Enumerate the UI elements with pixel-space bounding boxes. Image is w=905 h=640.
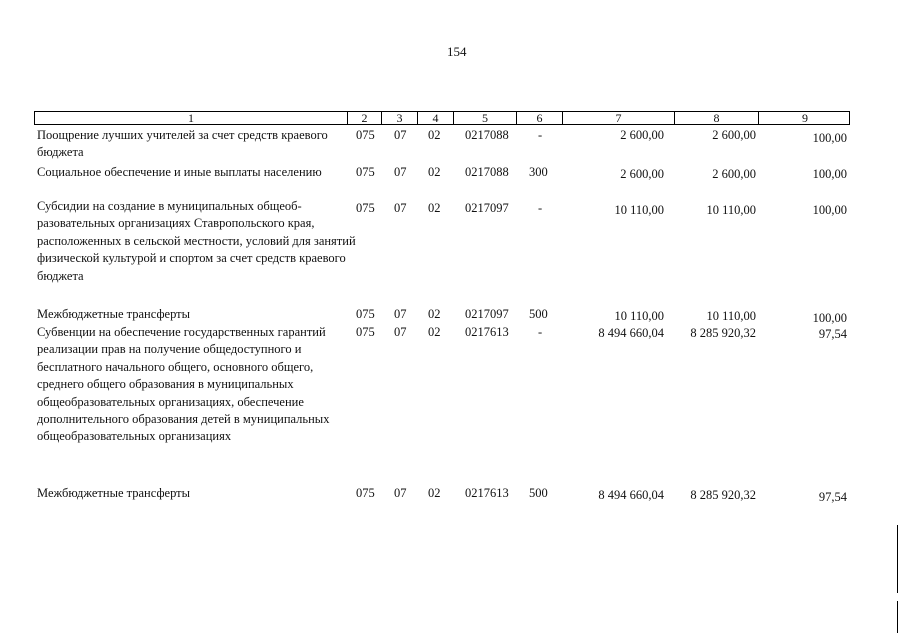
row-percent-9: 100,00 (812, 167, 847, 181)
row-code-5: 0217088 (465, 128, 509, 142)
row-amount-8: 8 285 920,32 (690, 326, 756, 340)
header-cell-4: 4 (417, 112, 453, 124)
row-code-3: 07 (394, 128, 407, 142)
row-code-2: 075 (356, 128, 375, 142)
row-code-6: 500 (529, 307, 548, 321)
row-amount-8: 2 600,00 (712, 128, 756, 142)
row-code-3: 07 (394, 486, 407, 500)
row-code-4: 02 (428, 201, 441, 215)
row-code-2: 075 (356, 307, 375, 321)
row-code-6: - (538, 128, 543, 142)
row-code-6: - (538, 325, 543, 339)
header-cell-3: 3 (381, 112, 417, 124)
row-amount-7: 8 494 660,04 (598, 326, 664, 340)
row-code-2: 075 (356, 201, 375, 215)
row-code-2: 075 (356, 165, 375, 179)
row-code-4: 02 (428, 307, 441, 321)
header-cell-2: 2 (347, 112, 381, 124)
header-cell-7: 7 (562, 112, 674, 124)
scan-edge-line (897, 601, 898, 633)
row-code-5: 0217613 (465, 325, 509, 339)
row-name: Поощрение лучших учителей за счет средств краевого бюджета (37, 128, 328, 160)
row-name: Социальное обеспечение и иные выплаты населению (37, 165, 322, 179)
row-code-5: 0217088 (465, 165, 509, 179)
row-amount-7: 8 494 660,04 (598, 488, 664, 502)
header-cell-8: 8 (674, 112, 758, 124)
row-percent-9: 100,00 (812, 311, 847, 325)
table-header-row (34, 111, 850, 125)
row-code-2: 075 (356, 486, 375, 500)
row-code-6: - (538, 201, 543, 215)
header-cell-1: 1 (188, 111, 194, 125)
row-amount-8: 10 110,00 (706, 309, 756, 323)
row-amount-8: 10 110,00 (706, 203, 756, 217)
row-name: Межбюджетные трансферты (37, 307, 191, 321)
row-amount-7: 10 110,00 (614, 203, 664, 217)
page-number: 154 (447, 44, 467, 59)
row-name: Межбюджетные трансферты (37, 486, 191, 500)
row-code-3: 07 (394, 325, 407, 339)
row-amount-8: 8 285 920,32 (690, 488, 756, 502)
row-code-4: 02 (428, 486, 441, 500)
row-code-4: 02 (428, 325, 441, 339)
row-code-5: 0217097 (465, 307, 509, 321)
row-amount-7: 2 600,00 (620, 128, 664, 142)
row-code-6: 300 (529, 165, 548, 179)
row-code-2: 075 (356, 325, 375, 339)
row-code-4: 02 (428, 128, 441, 142)
row-amount-7: 2 600,00 (620, 167, 664, 181)
row-name: Субвенции на обеспечение государственных гарантий реализации прав на получение общедоступного и бесплатного начального общего, основного общего, среднего общего образования в муниципальных общеобразовательных организациях, обеспечение дополнительного образования детей в муниципальных общеобразовательных организациях (37, 325, 330, 444)
row-amount-7: 10 110,00 (614, 309, 664, 323)
row-name: Субсидии на создание в муниципальных общеоб-разовательных организациях Ставропольского края, расположенных в сельской местности, условий для занятий физической культурой и спортом за счет средств краевого бюджета (37, 199, 356, 283)
row-code-6: 500 (529, 486, 548, 500)
header-cell-5: 5 (453, 112, 516, 124)
row-percent-9: 97,54 (818, 490, 847, 504)
row-percent-9: 97,54 (818, 327, 847, 341)
scan-edge-line (897, 525, 898, 593)
row-code-3: 07 (394, 307, 407, 321)
row-amount-8: 2 600,00 (712, 167, 756, 181)
header-cell-9: 9 (758, 112, 851, 124)
row-code-4: 02 (428, 165, 441, 179)
row-code-5: 0217097 (465, 201, 509, 215)
row-code-3: 07 (394, 165, 407, 179)
row-percent-9: 100,00 (812, 131, 847, 145)
header-cell-6: 6 (516, 112, 562, 124)
row-percent-9: 100,00 (812, 203, 847, 217)
row-code-5: 0217613 (465, 486, 509, 500)
row-code-3: 07 (394, 201, 407, 215)
